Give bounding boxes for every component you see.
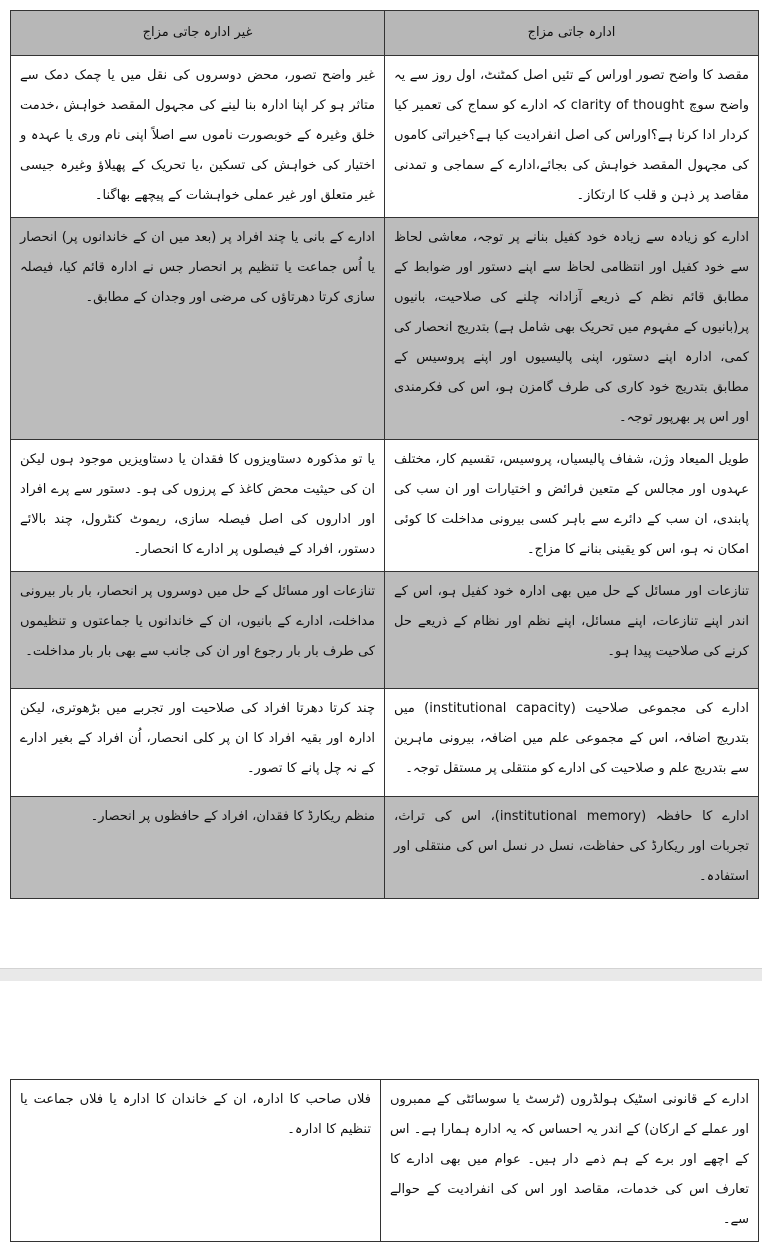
table-header-row — [11, 11, 759, 56]
header-non-institutional: غیر ادارہ جاتی مزاج — [11, 11, 385, 56]
table-row — [11, 218, 759, 440]
cell-non-institutional: منظم ریکارڈ کا فقدان، افراد کے حافظوں پر انحصار۔ — [11, 797, 385, 899]
cell-institutional: ادارے کی مجموعی صلاحیت (institutional capacity) میں بتدریج اضافہ، اس کے مجموعی علم میں اضافہ، بیرونی ماہرین سے بتدریج علم و صلاحیت کی ادارے کو منتقلی پر مستقل توجہ۔ — [385, 689, 759, 797]
table-row — [11, 797, 759, 899]
table-row — [11, 689, 759, 797]
table-row — [11, 440, 759, 572]
cell-institutional: تنازعات اور مسائل کے حل میں بھی ادارہ خود کفیل ہو، اس کے اندر اپنے تنازعات، اپنے مسائل، اپنے نظم اور نظام کے ذریعے حل کرنے کی صلاحیت پیدا ہو۔ — [385, 572, 759, 689]
cell-non-institutional: یا تو مذکورہ دستاویزوں کا فقدان یا دستاویزیں موجود ہوں لیکن ان کی حیثیت محض کاغذ کے پرزوں کی ہو۔ دستور سے پرے افراد اور اداروں کی اصل فیصلہ سازی، ریموٹ کنٹرول، چند بالائے دستور، افراد کے فیصلوں پر ادارے کا انحصار۔ — [11, 440, 385, 572]
cell-non-institutional: چند کرتا دھرتا افراد کی صلاحیت اور تجربے میں بڑھوتری، لیکن ادارہ اور بقیہ افراد کا ان پر کلی انحصار، اُن افراد کے بغیر ادارے کے نہ چل پانے کا تصور۔ — [11, 689, 385, 797]
table-row — [11, 56, 759, 218]
cell-institutional: ادارے کا حافظہ (institutional memory)، اس کی تراث، تجربات اور ریکارڈ کی حفاظت، نسل در نسل اس کی منتقلی اور استفادہ۔ — [385, 797, 759, 899]
cell-non-institutional: ادارے کے بانی یا چند افراد پر (بعد میں ان کے خاندانوں پر) انحصار یا اُس جماعت یا تنظیم پر انحصار جس نے ادارہ قائم کیا، فیصلہ سازی کرتا دھرتاؤں کی مرضی اور وجدان کے مطابق۔ — [11, 218, 385, 440]
cell-institutional: ادارے کو زیادہ سے زیادہ خود کفیل بنانے پر توجہ، معاشی لحاظ سے خود کفیل اور انتظامی لحاظ سے اپنے دستور اور ضوابط کے مطابق قائم نظم کے ذریعے آزادانہ چلنے کی صلاحیت، بانیوں پر(بانیوں کے مفہوم میں تحریک بھی شامل ہے) بتدریج انحصار کی کمی، ادارہ اپنے دستور، اپنی پالیسیوں اور اپنے پروسیس کے مطابق بتدریج خود کاری کی طرف گامزن ہو، اس کی فکرمندی اور اس پر بھرپور توجہ۔ — [385, 218, 759, 440]
header-institutional: ادارہ جاتی مزاج — [385, 11, 759, 56]
comparison-table-continued — [10, 1079, 759, 1242]
table-row — [11, 1080, 759, 1242]
cell-non-institutional: تنازعات اور مسائل کے حل میں دوسروں پر انحصار، بار بار بیرونی مداخلت، ادارے کے بانیوں، ان کے خاندانوں یا جماعتوں و تنظیموں کی طرف بار بار رجوع اور ان کی جانب سے بھی بار بار مداخلت۔ — [11, 572, 385, 689]
cell-institutional: طویل المیعاد وژن، شفاف پالیسیاں، پروسیس، تقسیم کار، مختلف عہدوں اور مجالس کے متعین فرائض و اختیارات اور ان سب کی پابندی، ان سب کے دائرے سے باہر کسی بیرونی مداخلت کا کوئی امکان نہ ہو، اس کو یقینی بنانے کا مزاج۔ — [385, 440, 759, 572]
document-page-2 — [0, 981, 762, 1234]
table-row — [11, 572, 759, 689]
cell-non-institutional: فلاں صاحب کا ادارہ، ان کے خاندان کا ادارہ یا فلاں جماعت یا تنظیم کا ادارہ۔ — [11, 1080, 381, 1242]
cell-institutional: مقصد کا واضح تصور اوراس کے تئیں اصل کمٹنٹ، اول روز سے یہ واضح سوچ clarity of thought کہ ادارے کو سماج کی تعمیر کیا کردار ادا کرنا ہے؟اوراس کی اصل انفرادیت کیا ہے؟خیراتی کاموں کی مجہول المقصد خواہش کی بجائے،ادارے کے سماجی و تمدنی مقاصد پر ذہن و قلب کا ارتکاز۔ — [385, 56, 759, 218]
page-break — [0, 968, 762, 982]
cell-institutional: ادارے کے قانونی اسٹیک ہولڈروں (ٹرسٹ یا سوسائٹی کے ممبروں اور عملے کے ارکان) کے اندر یہ احساس کہ یہ ادارہ ہمارا ہے۔ اس کے اچھے اور برے کے ہم ذمے دار ہیں۔ عوام میں بھی ادارے کا تعارف اس کی خدمات، مقاصد اور اس کی انفرادیت کے حوالے سے۔ — [380, 1080, 758, 1242]
comparison-table — [10, 10, 759, 899]
cell-non-institutional: غیر واضح تصور، محض دوسروں کی نقل میں یا چمک دمک سے متاثر ہو کر اپنا ادارہ بنا لینے کی مجہول المقصد خواہش ،خدمت خلق وغیرہ کے خوبصورت ناموں سے اصلاً اپنی نام وری یا عہدہ و اختیار کی خواہش کی تسکین ،یا تحریک کے پھیلاؤ وغیرہ جیسی غیر متعلق اور غیر عملی خواہشات کے پیچھے بھاگنا۔ — [11, 56, 385, 218]
